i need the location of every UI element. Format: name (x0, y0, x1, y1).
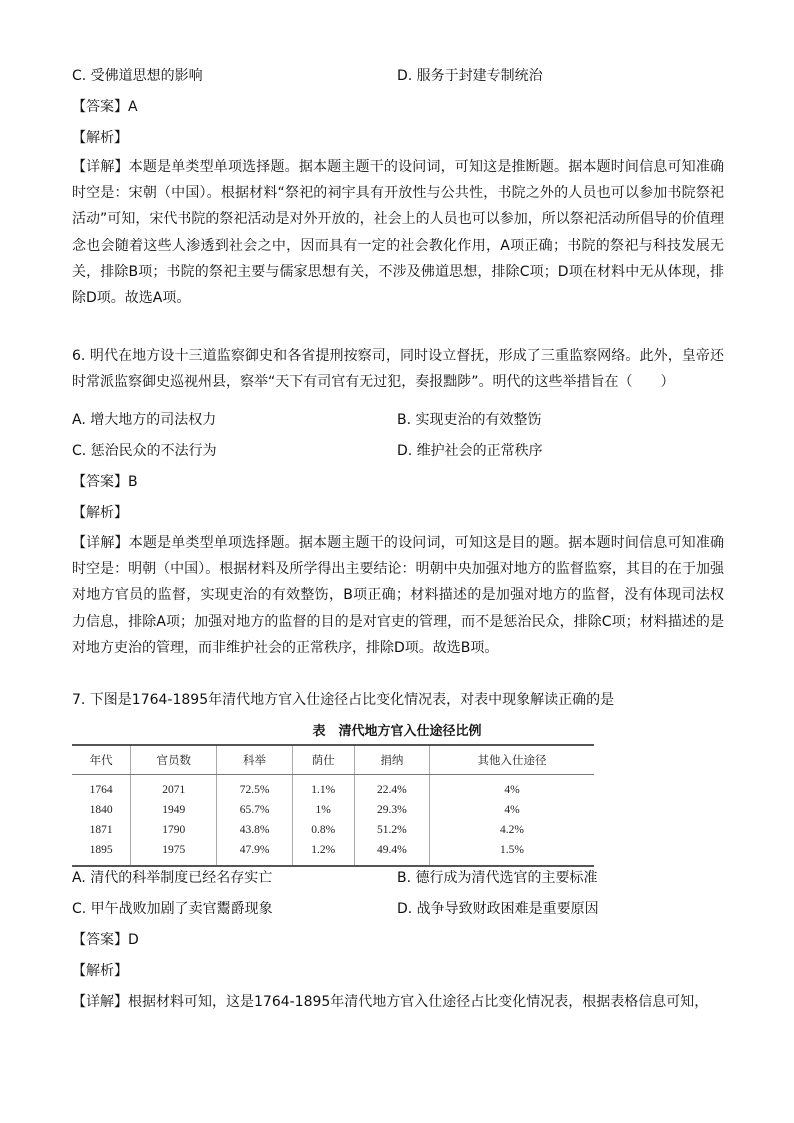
table-cell: 0.8% (292, 820, 354, 840)
q5-option-d: D. 服务于封建专制统治 (397, 68, 543, 84)
table-cell: 43.8% (217, 820, 292, 840)
q6-answer: 【答案】B (72, 474, 138, 490)
q7-stem: 7. 下图是1764-1895年清代地方官入仕途径占比变化情况表，对表中现象解读正确的是 (72, 692, 615, 708)
table-cell: 1.2% (292, 840, 354, 866)
data-table (72, 744, 594, 867)
table-cell: 65.7% (217, 800, 292, 820)
col-header: 其他入仕途径 (429, 745, 594, 775)
col-header: 荫仕 (292, 745, 354, 775)
table-cell: 22.4% (354, 775, 429, 801)
q5-answer: 【答案】A (72, 99, 138, 115)
table-caption: 表 清代地方官入仕途径比例 (312, 724, 482, 739)
table-cell: 1949 (131, 800, 217, 820)
q6-option-c: C. 惩治民众的不法行为 (72, 443, 217, 459)
table-cell: 4% (429, 775, 594, 801)
table-row (72, 820, 594, 840)
q6-detail (72, 530, 724, 661)
table-cell: 1764 (89, 784, 113, 796)
q6-stem-text: 6. 明代在地方设十三道监察御史和各省提刑按察司，同时设立督抚，形成了三重监察网络。此外，皇帝还时常派监察御史巡视州县，察举“天下有司官有无过犯，奏报黜陟”。明代的这些举措旨在（ ） (72, 348, 724, 391)
table-cell: 51.2% (354, 820, 429, 840)
q5-option-c: C. 受佛道思想的影响 (72, 68, 203, 84)
q7-answer: 【答案】D (72, 932, 139, 948)
table-cell: 47.9% (217, 840, 292, 866)
table-cell: 1871 (89, 824, 113, 836)
q7-option-a: A. 清代的科举制度已经名存实亡 (72, 870, 273, 886)
q6-option-a: A. 增大地方的司法权力 (72, 412, 217, 428)
q7-option-d: D. 战争导致财政困难是重要原因 (397, 901, 599, 917)
table-cell: 4.2% (429, 820, 594, 840)
table-cell: 72.5% (217, 775, 292, 801)
table-cell: 1.1% (292, 775, 354, 801)
table-row (72, 800, 594, 820)
table-header-row (72, 745, 594, 775)
table-cell: 1790 (131, 820, 217, 840)
col-header: 捐纳 (354, 745, 429, 775)
q5-detail-text: 【详解】本题是单类型单项选择题。据本题主题干的设问词，可知这是推断题。据本题时间信息可知准确时空是：宋朝（中国）。根据材料“祭祀的祠宇具有开放性与公共性，书院之外的人员也可以参加书院祭祀活动”可知，宋代书院的祭祀活动是对外开放的，社会上的人员也可以参加，所以祭祀活动所倡导的价值理念也会随着这些人渗透到社会之中，因而具有一定的社会教化作用，A项正确；书院的祭祀与科技发展无关，排除B项；书院的祭祀主要与儒家思想有关，不涉及佛道思想，排除C项；D项在材料中无从体现，排除D项。故选A项。 (72, 159, 724, 307)
table-cell: 1895 (72, 840, 131, 866)
q5-detail (72, 154, 724, 311)
q7-detail: 【详解】根据材料可知，这是1764-1895年清代地方官入仕途径占比变化情况表，根据表格信息可知， (72, 994, 709, 1010)
col-header: 科举 (217, 745, 292, 775)
table-row (72, 840, 594, 866)
q6-stem (72, 343, 724, 395)
table-cell: 1% (292, 800, 354, 820)
table-cell: 1.5% (429, 840, 594, 866)
table-cell: 1840 (89, 804, 113, 816)
q6-option-d: D. 维护社会的正常秩序 (397, 443, 543, 459)
q5-analysis-label: 【解析】 (72, 130, 128, 146)
q7-analysis-label: 【解析】 (72, 963, 128, 979)
q7-option-b: B. 德行成为清代选官的主要标准 (397, 870, 598, 886)
col-header: 年代 (72, 745, 131, 775)
col-header: 官员数 (131, 745, 217, 775)
q7-option-c: C. 甲午战败加剧了卖官鬻爵现象 (72, 901, 273, 917)
q6-detail-text: 【详解】本题是单类型单项选择题。据本题主题干的设问词，可知这是目的题。据本题时间信息可知准确时空是：明朝（中国）。根据材料及所学得出主要结论：明朝中央加强对地方的监督监察，其目的在于加强对地方官员的监督，实现吏治的有效整饬，B项正确；材料描述的是加强对地方的监督，没有体现司法权力信息，排除A项；加强对地方的监督的目的是对官吏的管理，而不是惩治民众，排除C项；材料描述的是对地方吏治的管理，而非维护社会的正常秩序，排除D项。故选B项。 (72, 535, 724, 656)
table-cell: 2071 (131, 775, 217, 801)
table-cell: 29.3% (354, 800, 429, 820)
table-row (72, 775, 594, 801)
q6-analysis-label: 【解析】 (72, 505, 128, 521)
table-cell: 4% (429, 800, 594, 820)
q6-option-b: B. 实现吏治的有效整饬 (397, 412, 542, 428)
table-cell: 49.4% (354, 840, 429, 866)
table-cell: 1975 (131, 840, 217, 866)
